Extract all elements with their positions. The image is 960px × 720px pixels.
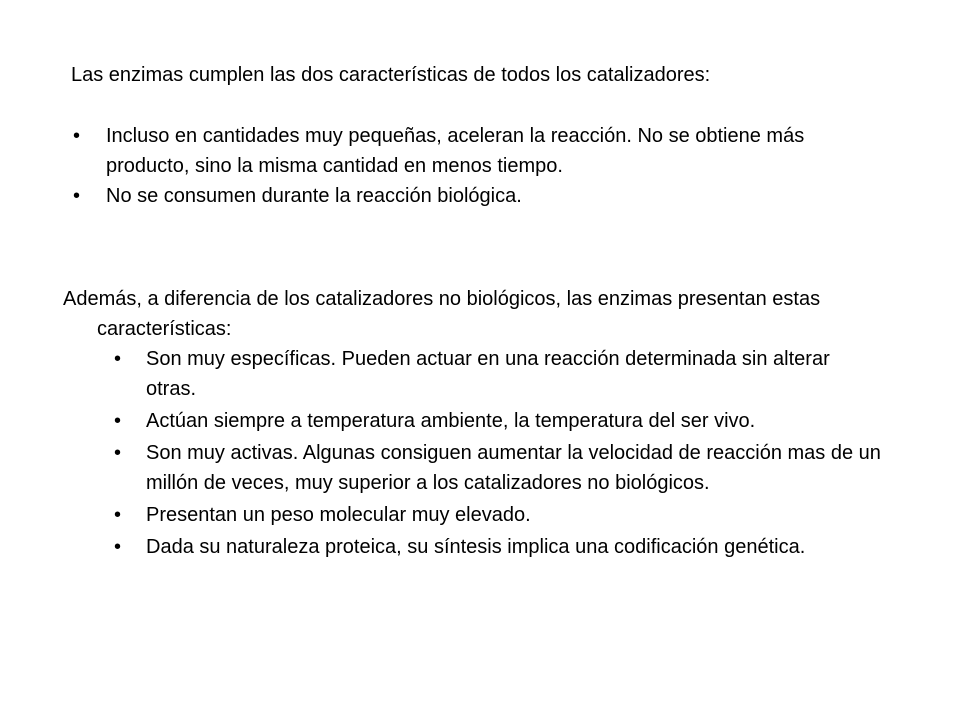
section2-intro: Además, a diferencia de los catalizadores no biológicos, las enzimas presentan estas características: <box>63 288 821 340</box>
list-item <box>63 344 881 404</box>
list-item <box>63 438 881 498</box>
list-item-text: Presentan un peso molecular muy elevado. <box>146 504 531 526</box>
section-enzyme-specific-traits <box>63 284 923 564</box>
list-item-text: Son muy activas. Algunas consiguen aumentar la velocidad de reacción mas de un millón de veces, muy superior a los catalizadores no biológicos. <box>146 442 881 494</box>
list-item <box>63 532 881 562</box>
bullet-icon: • <box>114 504 122 526</box>
list-item-text: Dada su naturaleza proteica, su síntesis implica una codificación genética. <box>146 536 806 558</box>
bullet-icon: • <box>114 348 122 370</box>
section1-intro: Las enzimas cumplen las dos características de todos los catalizadores: <box>71 64 711 86</box>
list-item <box>71 121 866 181</box>
list-item-text: Actúan siempre a temperatura ambiente, la temperatura del ser vivo. <box>146 410 756 432</box>
section-enzyme-catalyst-traits <box>71 60 871 211</box>
bullet-icon: • <box>114 536 122 558</box>
section2-list <box>63 344 923 562</box>
list-item <box>63 500 881 530</box>
list-item-text: No se consumen durante la reacción biológica. <box>106 185 522 207</box>
bullet-icon: • <box>73 125 81 147</box>
list-item <box>63 406 881 436</box>
list-item-text: Incluso en cantidades muy pequeñas, aceleran la reacción. No se obtiene más producto, sino la misma cantidad en menos tiempo. <box>106 125 805 177</box>
section1-list <box>71 121 871 211</box>
list-item <box>71 181 866 211</box>
bullet-icon: • <box>114 410 122 432</box>
bullet-icon: • <box>73 185 81 207</box>
bullet-icon: • <box>114 442 122 464</box>
list-item-text: Son muy específicas. Pueden actuar en una reacción determinada sin alterar otras. <box>146 348 830 400</box>
